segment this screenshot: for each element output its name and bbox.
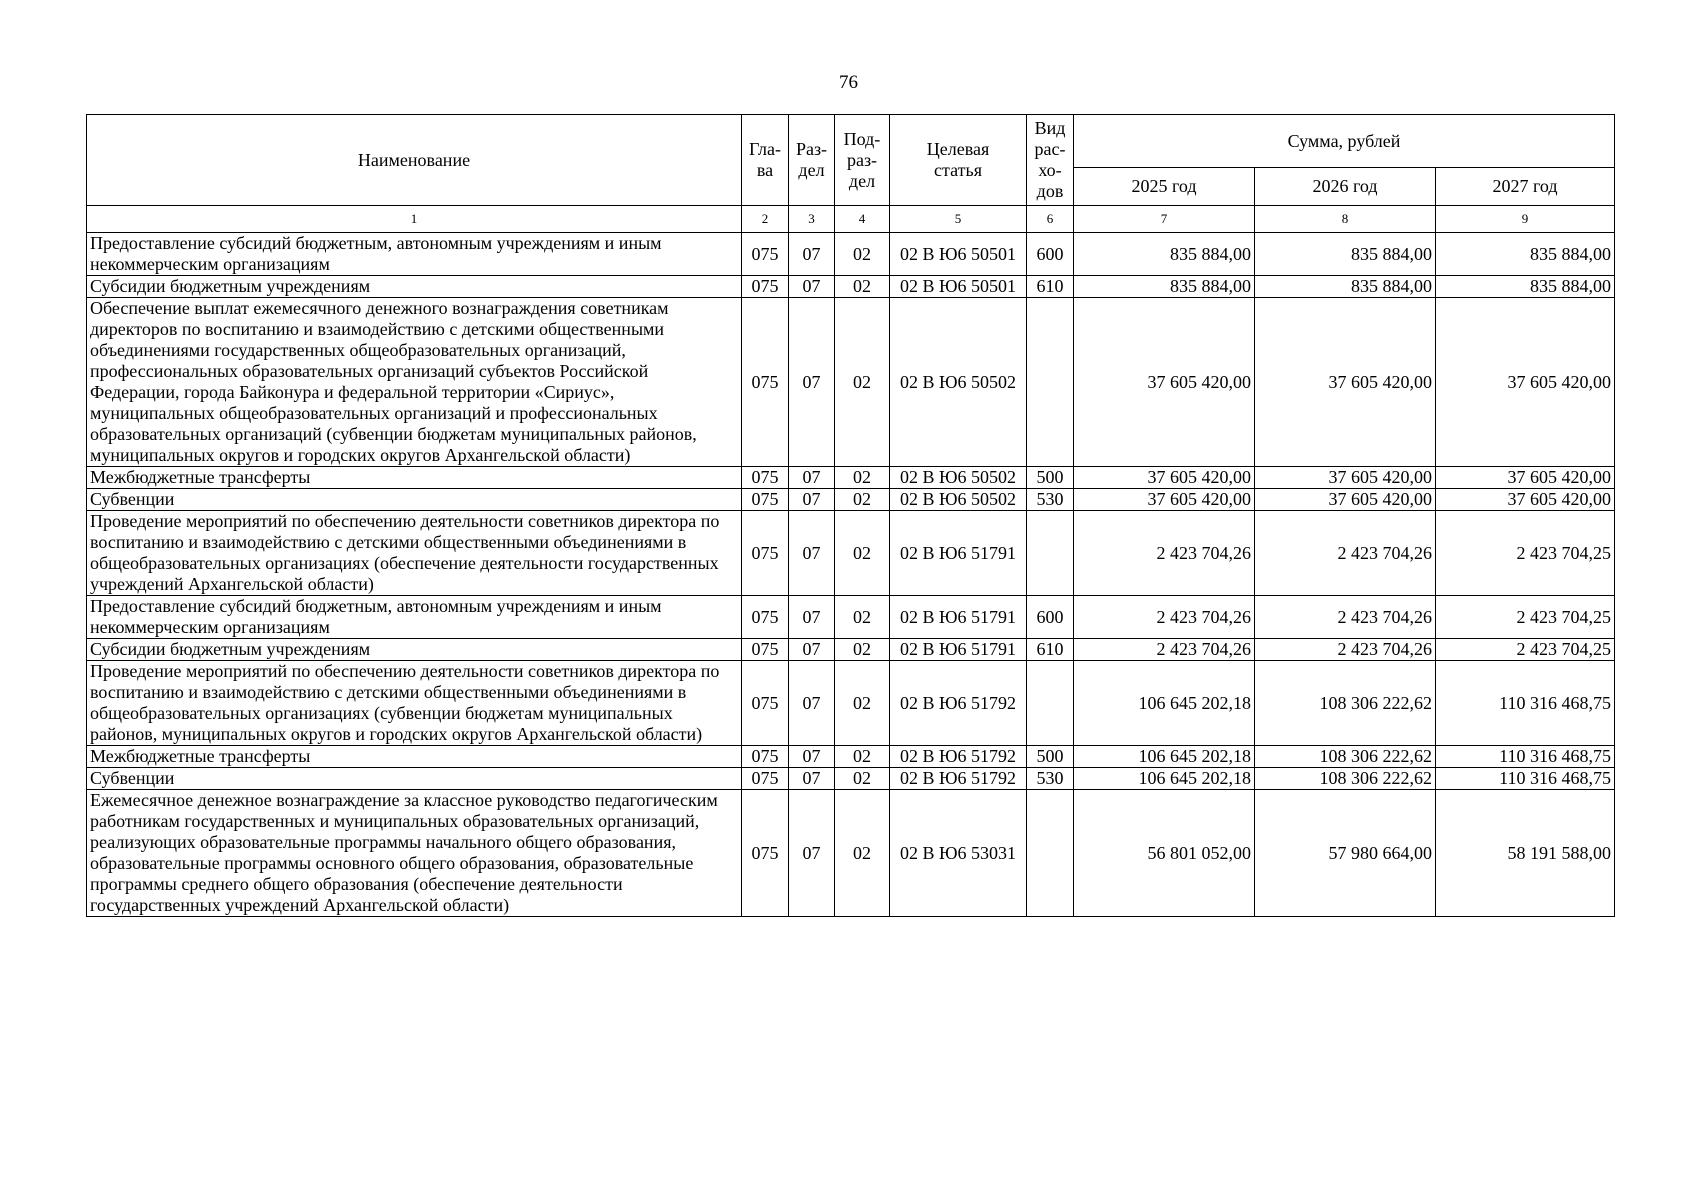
row-subsection: 02 — [835, 790, 890, 917]
row-section: 07 — [789, 790, 835, 917]
row-target: 02 В Ю6 51791 — [890, 639, 1027, 661]
row-sum-2026: 2 423 704,26 — [1255, 639, 1436, 661]
budget-table — [86, 114, 1615, 917]
header-expense-type: Вид рас- хо- дов — [1027, 115, 1074, 206]
row-subsection: 02 — [835, 768, 890, 790]
row-chapter: 075 — [742, 790, 789, 917]
row-target: 02 В Ю6 50502 — [890, 489, 1027, 511]
row-chapter: 075 — [742, 233, 789, 276]
row-sum-2026: 57 980 664,00 — [1255, 790, 1436, 917]
row-expense-type — [1027, 298, 1074, 467]
row-chapter: 075 — [742, 489, 789, 511]
row-name: Проведение мероприятий по обеспечению деятельности советников директора по воспитанию и взаимодействию с детскими общественными объединениями в общеобразовательных организациях (обеспечение деятельности государственных учреждений Архангельской области) — [87, 511, 742, 596]
column-number: 1 — [87, 206, 742, 233]
row-subsection: 02 — [835, 511, 890, 596]
row-chapter: 075 — [742, 746, 789, 768]
row-subsection: 02 — [835, 489, 890, 511]
column-number: 5 — [890, 206, 1027, 233]
row-target: 02 В Ю6 51792 — [890, 661, 1027, 746]
row-sum-2027: 110 316 468,75 — [1436, 768, 1615, 790]
row-chapter: 075 — [742, 661, 789, 746]
row-target: 02 В Ю6 53031 — [890, 790, 1027, 917]
header-sum: Сумма, рублей — [1074, 115, 1615, 168]
row-name: Субвенции — [87, 489, 742, 511]
row-section: 07 — [789, 661, 835, 746]
row-name: Межбюджетные трансферты — [87, 467, 742, 489]
row-name: Ежемесячное денежное вознаграждение за классное руководство педагогическим работникам государственных и муниципальных образовательных организаций, реализующих образовательные программы начального общего образования, образовательные программы основного общего образования, образовательные программы среднего общего образования (обеспечение деятельности государственных учреждений Архангельской области) — [87, 790, 742, 917]
row-section: 07 — [789, 768, 835, 790]
header-year-2026: 2026 год — [1255, 168, 1436, 206]
row-sum-2025: 56 801 052,00 — [1074, 790, 1255, 917]
row-section: 07 — [789, 511, 835, 596]
row-sum-2025: 106 645 202,18 — [1074, 768, 1255, 790]
table-row — [87, 790, 1615, 917]
row-sum-2027: 110 316 468,75 — [1436, 661, 1615, 746]
header-section: Раз- дел — [789, 115, 835, 206]
row-sum-2025: 37 605 420,00 — [1074, 467, 1255, 489]
row-sum-2026: 2 423 704,26 — [1255, 596, 1436, 639]
row-sum-2025: 835 884,00 — [1074, 276, 1255, 298]
row-name: Проведение мероприятий по обеспечению деятельности советников директора по воспитанию и взаимодействию с детскими общественными объединениями в общеобразовательных организациях (субвенции бюджетам муниципальных районов, муниципальных округов и городских округов Архангельской области) — [87, 661, 742, 746]
row-sum-2025: 37 605 420,00 — [1074, 298, 1255, 467]
row-name: Субвенции — [87, 768, 742, 790]
table-row — [87, 511, 1615, 596]
column-number: 6 — [1027, 206, 1074, 233]
row-section: 07 — [789, 276, 835, 298]
row-sum-2027: 37 605 420,00 — [1436, 489, 1615, 511]
row-sum-2027: 2 423 704,25 — [1436, 596, 1615, 639]
row-sum-2027: 835 884,00 — [1436, 276, 1615, 298]
table-header — [87, 115, 1615, 206]
header-subsection: Под- раз- дел — [835, 115, 890, 206]
row-name: Обеспечение выплат ежемесячного денежного вознаграждения советникам директоров по воспитанию и взаимодействию с детскими общественными объединениями государственных общеобразовательных организаций, профессиональных образовательных организаций субъектов Российской Федерации, города Байконура и федеральной территории «Сириус», муниципальных общеобразовательных организаций и профессиональных образовательных организаций (субвенции бюджетам муниципальных районов, муниципальных округов и городских округов Архангельской области) — [87, 298, 742, 467]
row-expense-type: 530 — [1027, 489, 1074, 511]
row-sum-2027: 37 605 420,00 — [1436, 467, 1615, 489]
row-sum-2026: 37 605 420,00 — [1255, 489, 1436, 511]
column-number: 7 — [1074, 206, 1255, 233]
row-sum-2026: 835 884,00 — [1255, 233, 1436, 276]
row-sum-2025: 2 423 704,26 — [1074, 639, 1255, 661]
row-expense-type: 610 — [1027, 276, 1074, 298]
row-target: 02 В Ю6 51791 — [890, 511, 1027, 596]
table-row — [87, 596, 1615, 639]
header-name: Наименование — [87, 115, 742, 206]
page-number: 76 — [839, 72, 858, 93]
row-section: 07 — [789, 489, 835, 511]
row-chapter: 075 — [742, 639, 789, 661]
column-numbers-row — [87, 206, 1615, 233]
table-row — [87, 639, 1615, 661]
row-name: Предоставление субсидий бюджетным, автономным учреждениям и иным некоммерческим организациям — [87, 233, 742, 276]
table-row — [87, 746, 1615, 768]
row-expense-type: 600 — [1027, 233, 1074, 276]
row-name: Субсидии бюджетным учреждениям — [87, 639, 742, 661]
row-chapter: 075 — [742, 596, 789, 639]
row-expense-type — [1027, 661, 1074, 746]
row-name: Предоставление субсидий бюджетным, автономным учреждениям и иным некоммерческим организациям — [87, 596, 742, 639]
row-subsection: 02 — [835, 661, 890, 746]
row-sum-2027: 835 884,00 — [1436, 233, 1615, 276]
row-section: 07 — [789, 639, 835, 661]
column-number: 2 — [742, 206, 789, 233]
row-sum-2025: 106 645 202,18 — [1074, 746, 1255, 768]
table-row — [87, 276, 1615, 298]
row-target: 02 В Ю6 51792 — [890, 746, 1027, 768]
table-row — [87, 298, 1615, 467]
row-sum-2027: 2 423 704,25 — [1436, 639, 1615, 661]
row-sum-2026: 835 884,00 — [1255, 276, 1436, 298]
row-sum-2026: 37 605 420,00 — [1255, 298, 1436, 467]
row-expense-type: 500 — [1027, 746, 1074, 768]
row-target: 02 В Ю6 50502 — [890, 467, 1027, 489]
row-name: Субсидии бюджетным учреждениям — [87, 276, 742, 298]
row-chapter: 075 — [742, 276, 789, 298]
row-section: 07 — [789, 746, 835, 768]
row-sum-2027: 2 423 704,25 — [1436, 511, 1615, 596]
row-sum-2025: 2 423 704,26 — [1074, 596, 1255, 639]
row-chapter: 075 — [742, 511, 789, 596]
table-row — [87, 768, 1615, 790]
row-target: 02 В Ю6 50501 — [890, 233, 1027, 276]
table-body — [87, 206, 1615, 917]
table-row — [87, 467, 1615, 489]
row-subsection: 02 — [835, 233, 890, 276]
header-year-2027: 2027 год — [1436, 168, 1615, 206]
row-section: 07 — [789, 298, 835, 467]
row-chapter: 075 — [742, 467, 789, 489]
column-number: 3 — [789, 206, 835, 233]
table-row — [87, 661, 1615, 746]
row-sum-2026: 108 306 222,62 — [1255, 661, 1436, 746]
row-sum-2026: 108 306 222,62 — [1255, 746, 1436, 768]
row-section: 07 — [789, 596, 835, 639]
column-number: 9 — [1436, 206, 1615, 233]
row-subsection: 02 — [835, 298, 890, 467]
row-sum-2027: 110 316 468,75 — [1436, 746, 1615, 768]
row-expense-type: 500 — [1027, 467, 1074, 489]
row-sum-2025: 835 884,00 — [1074, 233, 1255, 276]
header-chapter: Гла- ва — [742, 115, 789, 206]
row-chapter: 075 — [742, 768, 789, 790]
row-subsection: 02 — [835, 746, 890, 768]
row-subsection: 02 — [835, 639, 890, 661]
row-section: 07 — [789, 467, 835, 489]
row-expense-type: 530 — [1027, 768, 1074, 790]
table-row — [87, 233, 1615, 276]
row-target: 02 В Ю6 51791 — [890, 596, 1027, 639]
row-chapter: 075 — [742, 298, 789, 467]
header-year-2025: 2025 год — [1074, 168, 1255, 206]
row-sum-2025: 37 605 420,00 — [1074, 489, 1255, 511]
row-expense-type: 600 — [1027, 596, 1074, 639]
row-sum-2025: 2 423 704,26 — [1074, 511, 1255, 596]
row-name: Межбюджетные трансферты — [87, 746, 742, 768]
row-target: 02 В Ю6 50502 — [890, 298, 1027, 467]
row-target: 02 В Ю6 51792 — [890, 768, 1027, 790]
row-subsection: 02 — [835, 467, 890, 489]
row-sum-2026: 2 423 704,26 — [1255, 511, 1436, 596]
table-row — [87, 489, 1615, 511]
row-sum-2027: 58 191 588,00 — [1436, 790, 1615, 917]
row-subsection: 02 — [835, 276, 890, 298]
header-target: Целевая статья — [890, 115, 1027, 206]
row-subsection: 02 — [835, 596, 890, 639]
row-sum-2027: 37 605 420,00 — [1436, 298, 1615, 467]
column-number: 8 — [1255, 206, 1436, 233]
row-expense-type — [1027, 511, 1074, 596]
row-expense-type: 610 — [1027, 639, 1074, 661]
row-sum-2026: 37 605 420,00 — [1255, 467, 1436, 489]
row-target: 02 В Ю6 50501 — [890, 276, 1027, 298]
column-number: 4 — [835, 206, 890, 233]
row-sum-2026: 108 306 222,62 — [1255, 768, 1436, 790]
row-section: 07 — [789, 233, 835, 276]
row-sum-2025: 106 645 202,18 — [1074, 661, 1255, 746]
row-expense-type — [1027, 790, 1074, 917]
